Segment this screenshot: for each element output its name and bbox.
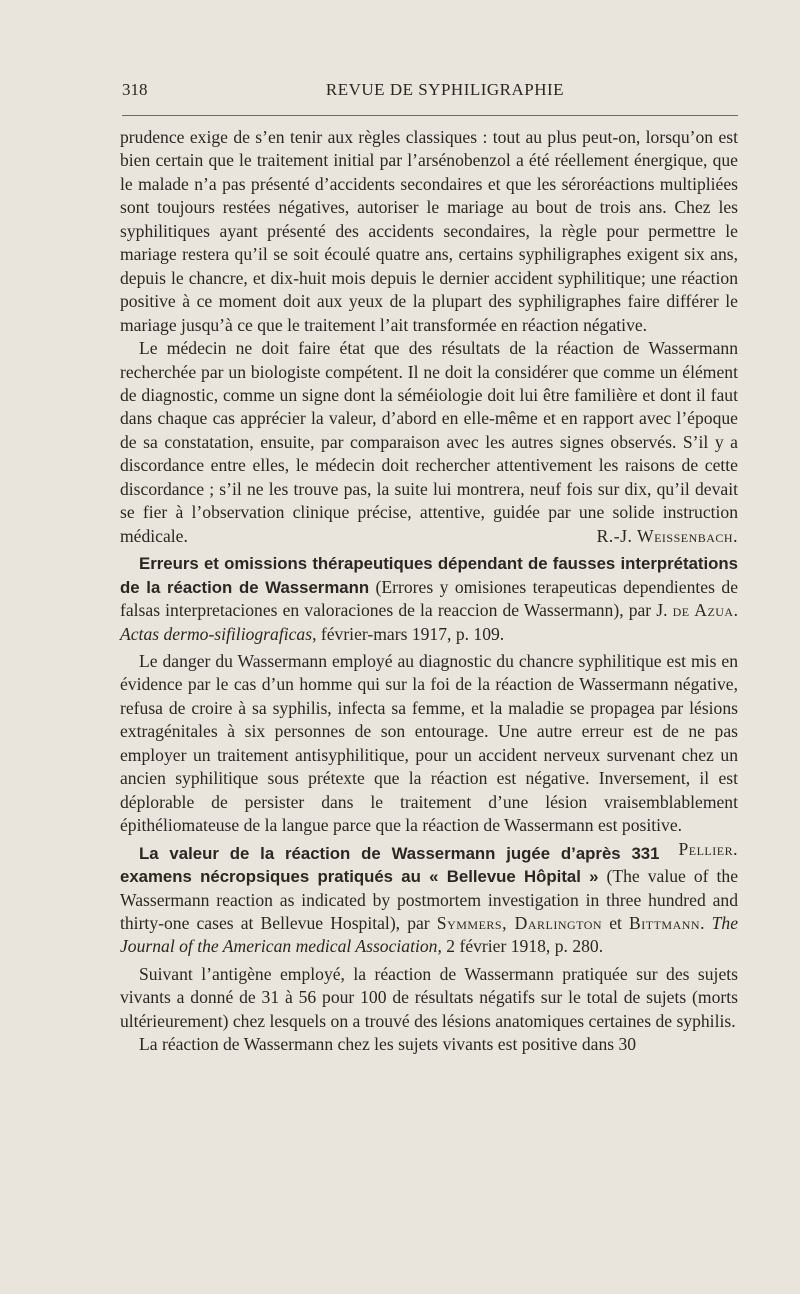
paragraph-continued xyxy=(120,126,738,337)
article-citation: , février-mars 1917, p. 109. xyxy=(312,623,505,644)
paragraph-text: Le médecin ne doit faire état que des résultats de la réaction de Wassermann recherchée par un biologiste compétent. Il ne doit la considérer que comme un élément de diagnostic, comme un signe dont la séméiologie doit lui être familière et dont il faut dans chaque cas apprécier la valeur, d’abord en elle-même et en rapport avec l’époque de sa constatation, ensuite, par comparaison avec les autres signes observés. S’il y a discordance entre elles, le médecin doit rechercher attentivement les raisons de cette discordance ; s’il ne les trouve pas, la suite lui montrera, neuf fois sur dix, qu’il devait se fier à l’observation clinique précise, attentive, guidée par une solide instruction médicale. xyxy=(120,338,738,546)
paragraph-text: La réaction de Wassermann chez les sujets vivants est positive dans 30 xyxy=(139,1034,637,1055)
signature: R.-J. Weissenbach. xyxy=(596,525,738,546)
paragraph-conclusion xyxy=(120,337,738,548)
paragraph-text: Le danger du Wassermann employé au diagnostic du chancre syphilitique est mis en évidence par le cas d’un homme qui sur la foi de la réaction de Wassermann négative, refusa de croire à sa syphilis, infecta sa femme, et la maladie se propagea par lésions extragénitales à six personnes de son entourage. Une autre erreur est de ne pas employer un traitement antisyphilitique, pour un accident nerveux survenant chez un ancien syphilitique sous prétexte que la réaction est négative. Inversement, il est déplorable de persister dans le traitement d’une lésion vraisemblablement épithéliomateuse de la langue parce que la réaction de Wassermann est positive. xyxy=(120,650,738,836)
article-authors: Symmers, Darlington xyxy=(436,912,603,933)
article-title: La valeur de la réaction de Wassermann jugée d’après 331 examens nécropsiques pratiqués au « Bellevue Hôpital » xyxy=(120,843,660,887)
article-translation: (Errores y omisiones terapeuticas dependientes de falsas interpretaciones en valoraciones de la reaccion de Wassermann), par J. xyxy=(120,576,738,621)
article-separator: . xyxy=(700,912,712,933)
article-body xyxy=(120,650,738,859)
article-separator: . xyxy=(733,600,739,621)
article-heading xyxy=(120,842,738,959)
article-heading xyxy=(120,552,738,646)
article-conjunction: et xyxy=(602,912,630,933)
article-journal: Actas dermo-sifiliograficas xyxy=(120,623,313,644)
page-number: 318 xyxy=(122,80,148,99)
article-translation: (The value of the Wassermann reaction as indicated by postmortem investigation in three hundred and thirty-one cases at Bellevue Hospital), par xyxy=(120,866,738,933)
article-author: Bittmann xyxy=(629,912,701,933)
header-rule xyxy=(122,115,738,116)
page-body xyxy=(120,126,738,1057)
article-author: de Azua xyxy=(672,600,734,621)
article-title: Erreurs et omissions thérapeutiques dépendant de fausses interprétations de la réaction de Wassermann xyxy=(120,554,738,597)
article-citation: , 2 février 1918, p. 280. xyxy=(437,936,604,957)
paragraph-text: Suivant l’antigène employé, la réaction de Wassermann pratiquée sur des sujets vivants a donné de 31 à 56 pour 100 de résultats négatifs sur le total de sujets (morts ultérieurement) chez lesquels on a trouvé des lésions anatomiques certaines de syphilis. xyxy=(120,963,738,1031)
article-journal: The Journal of the American medical Association xyxy=(120,912,739,957)
signature: Pellier. xyxy=(678,838,738,859)
paragraph-text: prudence exige de s’en tenir aux règles classiques : tout au plus peut-on, lorsqu’on est bien certain que le traitement initial par l’arsénobenzol a été réellement énergique, que le malade n’a pas présenté d’accidents secondaires et que les séroréactions multipliées sont toujours restées négatives, autoriser le mariage au bout de trois ans. Chez les syphilitiques ayant présenté des accidents secondaires, la règle pour permettre le mariage restera qu’il se soit écoulé quatre ans, certains syphiligraphes exigent six ans, depuis le chancre, et dix-huit mois depuis le dernier accident syphilitique; une réaction positive à ce moment doit aux yeux de la plupart des syphiligraphes faire différer le mariage jusqu’à ce que le traitement l’ait transformée en réaction négative. xyxy=(120,127,738,335)
page-header xyxy=(122,80,738,106)
running-title: REVUE DE SYPHILIGRAPHIE xyxy=(325,80,565,99)
article-body xyxy=(120,1033,738,1056)
article-body xyxy=(120,963,738,1033)
